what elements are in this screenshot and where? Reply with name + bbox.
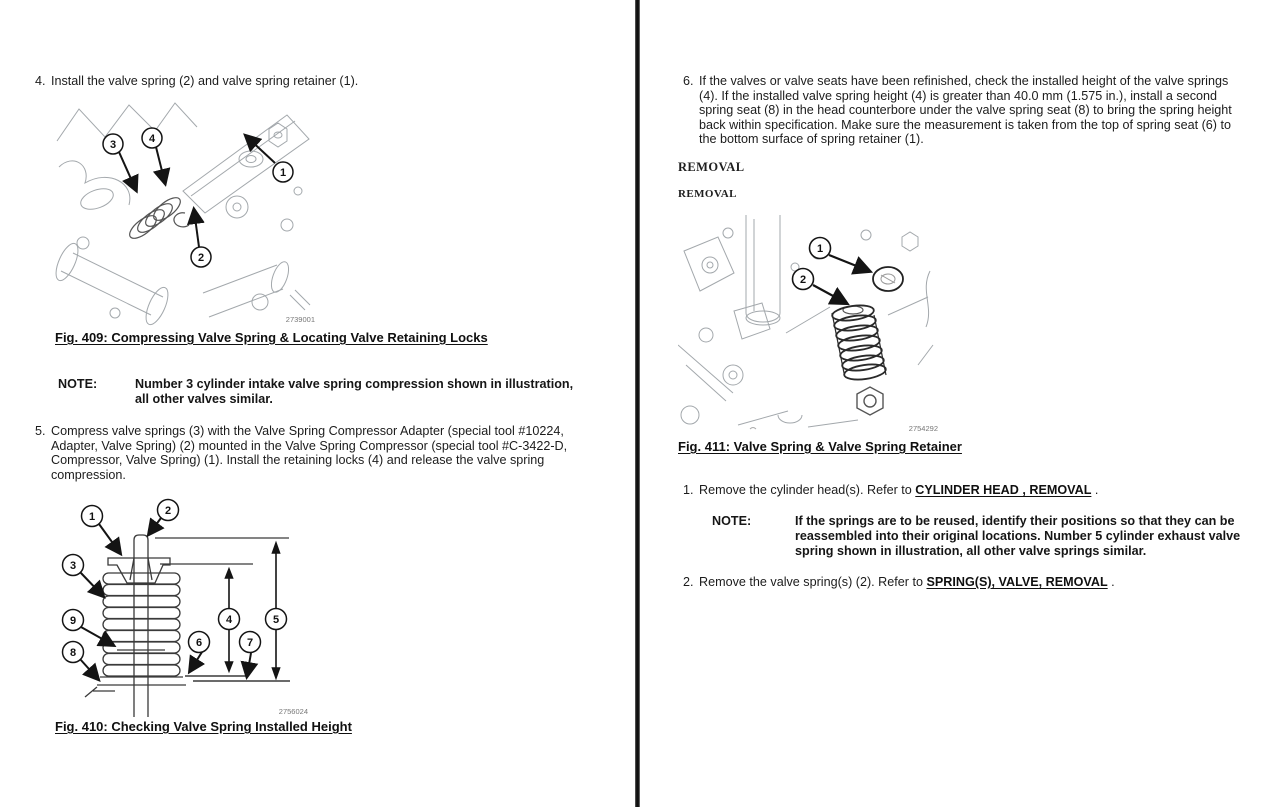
step-2-number: 2. (683, 575, 694, 589)
step-1-text-before: Remove the cylinder head(s). Refer to (699, 483, 916, 497)
valve-diagram (85, 535, 290, 717)
retainer-target (873, 267, 903, 291)
step-6-number: 6. (683, 74, 694, 88)
fig-411-caption: Fig. 411: Valve Spring & Valve Spring Retainer (678, 439, 962, 454)
callout-3: 3 (69, 560, 77, 572)
fig-410-illustration (55, 495, 320, 718)
callout-5: 5 (272, 614, 280, 626)
step-5-number: 5. (35, 424, 46, 438)
step-1-text (699, 483, 1098, 498)
callout-7: 7 (246, 637, 254, 649)
callout-2: 2 (164, 505, 172, 517)
callout-bubbles (793, 238, 831, 290)
callout-4: 4 (148, 133, 156, 145)
fig-409-image-number: 2739001 (285, 315, 315, 324)
step-4 (35, 74, 610, 89)
callout-6: 6 (195, 637, 203, 649)
callout-1: 1 (816, 243, 824, 255)
fig-410-image-number: 2756024 (278, 707, 308, 716)
step-6 (683, 74, 1268, 147)
step-5 (35, 424, 610, 482)
fig-411-image-number: 2754292 (908, 424, 938, 433)
page-right (640, 0, 1280, 807)
callout-2: 2 (799, 274, 807, 286)
step-4-number: 4. (35, 74, 46, 88)
fig-410-image (55, 495, 320, 723)
step-2 (683, 575, 1268, 590)
fig-409-illustration (55, 95, 317, 327)
callout-4: 4 (225, 614, 233, 626)
callout-2: 2 (197, 252, 205, 264)
step-4-text: Install the valve spring (2) and valve spring retainer (1). (51, 74, 359, 88)
step-1-text-after: . (1091, 483, 1099, 497)
cylinder-head-removal-link[interactable]: CYLINDER HEAD , REMOVAL (915, 483, 1092, 497)
callout-9: 9 (69, 615, 77, 627)
note-text: If the springs are to be reused, identify their positions so that they can be reassembled into their original locations. Number 5 cylinder exhaust valve spring shown in illustration, all other valve springs similar. (795, 514, 1241, 558)
callout-3: 3 (109, 139, 117, 151)
fig-411-image (678, 215, 940, 438)
callout-1: 1 (279, 167, 287, 179)
fig-409-caption: Fig. 409: Compressing Valve Spring & Locating Valve Retaining Locks (55, 330, 488, 345)
step-2-text-before: Remove the valve spring(s) (2). Refer to (699, 575, 927, 589)
removal-heading-secondary: REMOVAL (678, 188, 737, 200)
step-1-number: 1. (683, 483, 694, 497)
page-left (0, 0, 635, 807)
fig-410-caption: Fig. 410: Checking Valve Spring Installed Height (55, 719, 352, 734)
note-text: Number 3 cylinder intake valve spring compression shown in illustration, all other valves similar. (135, 377, 574, 406)
fig-411-illustration (678, 215, 940, 433)
step-1 (683, 483, 1268, 498)
print-smudge (750, 428, 756, 430)
fig-409-image (55, 95, 317, 332)
step-5-text: Compress valve springs (3) with the Valve Spring Compressor Adapter (special tool #10224, Adapter, Valve Spring) (2) mounted in the Valve Spring Compressor (special tool #C-3422-D, Compressor, Valve Spring) (1). Install the retaining locks (4) and release the valve spring compression. (51, 424, 568, 482)
valve-spring-sketch (126, 194, 189, 243)
callout-8: 8 (69, 647, 77, 659)
note-label: NOTE: (712, 514, 752, 528)
callout-bubbles (63, 500, 287, 663)
engine-sketch (55, 103, 310, 327)
callout-arrows (813, 255, 869, 303)
step-2-text-after: . (1107, 575, 1115, 589)
note-reuse-springs (712, 514, 1265, 558)
cylinder-head-sketch (678, 215, 933, 427)
note-label: NOTE: (58, 377, 98, 391)
callout-1: 1 (88, 511, 96, 523)
head-bolt (857, 387, 883, 415)
springs-valve-removal-link[interactable]: SPRING(S), VALVE, REMOVAL (926, 575, 1108, 589)
valve-spring-dark (831, 303, 887, 382)
step-2-text (699, 575, 1115, 590)
step-6-text: If the valves or valve seats have been refinished, check the installed height of the valve springs (4). If the installed valve spring height (4) is greater than 40.0 mm (1.575 in.), install a second spring seat (8) in the head counterbore under the valve spring seat (8) to bring the spring height back within specification. Make sure the measurement is taken from the top of spring seat (6) to the bottom surface of spring retainer (1). (699, 74, 1232, 147)
note-fig409 (58, 377, 605, 407)
removal-heading-primary: REMOVAL (678, 160, 745, 174)
